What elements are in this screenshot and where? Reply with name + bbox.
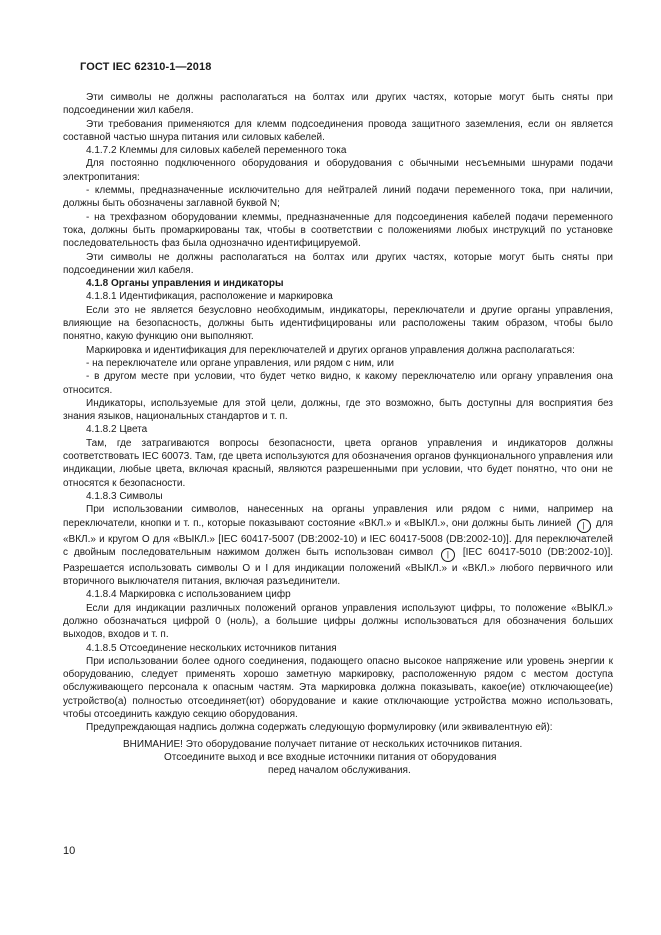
list-item: - в другом месте при условии, что будет четко видно, к какому переключателю или органу управления она относится.: [63, 371, 613, 396]
paragraph: Если для индикации различных положений органов управления используют цифры, то положение «ВЫКЛ.» должно обозначаться цифрой 0 (ноль), а большие цифры должны использоваться для обозначения больших выходов, входов и т. п.: [63, 602, 613, 641]
subsection-heading: 4.1.8.3 Символы: [86, 490, 163, 502]
warning-line: Отсоедините выход и все входные источники питания от оборудования: [164, 751, 497, 763]
power-toggle-symbol-icon: |: [441, 548, 455, 562]
power-on-symbol-icon: |: [577, 519, 591, 533]
subsection-heading: 4.1.8.5 Отсоединение нескольких источников питания: [86, 642, 337, 654]
paragraph-text: [IEC 60417-5010 (DB:2002-10)]. Разрешается использовать символы О и I для индикации положений «ВЫКЛ.» и «ВКЛ.» любого первичного или вторичного выключателя питания, включая разъединители.: [63, 546, 614, 588]
subsection-heading: 4.1.7.2 Клеммы для силовых кабелей переменного тока: [86, 145, 347, 157]
paragraph: Для постоянно подключенного оборудования и оборудования с обычными несъемными шнурами подачи электропитания:: [63, 158, 613, 183]
warning-notice: [63, 738, 613, 778]
list-item: - клеммы, предназначенные исключительно для нейтралей линий подачи переменного тока, при наличии, должны быть обозначены заглавной буквой N;: [63, 185, 613, 210]
paragraph-text: При использовании символов, нанесенных на органы управления или рядом с ними, например на переключатели, кнопки и т. п., которые показывают состояние «ВКЛ.» и «ВЫКЛ.», они должны быть линией: [63, 504, 613, 529]
list-item: - на переключателе или органе управления, или рядом с ним, или: [86, 357, 394, 369]
paragraph-text: для «ВКЛ.» и кругом О для «ВЫКЛ.» [IEC 60417-5007 (DB:2002-10) и IEC 60417-5008 (DB:2002-10)]. Для переключателей с двойным последовательным нажимом должен быть использован символ: [63, 517, 613, 558]
paragraph: Если это не является безусловно необходимым, индикаторы, переключатели и другие органы управления, влияющие на безопасность, должны быть идентифицированы или расположены таким образом, чтобы было понятно, какую функцию они выполняют.: [63, 304, 613, 343]
document-header: ГОСТ IEC 62310-1—2018: [80, 61, 212, 73]
warning-line: ВНИМАНИЕ! Это оборудование получает питание от нескольких источников питания.: [123, 738, 523, 750]
symbols-paragraph: [63, 503, 613, 588]
page-number: 10: [63, 845, 76, 857]
subsection-heading: 4.1.8.2 Цвета: [86, 424, 148, 436]
paragraph: Индикаторы, используемые для этой цели, должны, где это возможно, быть доступны для восприятия без знания языков, национальных стандартов и т. п.: [63, 397, 613, 423]
paragraph: При использовании более одного соединения, подающего опасно высокое напряжение или уровень энергии к оборудованию, следует применять хорошо заметную маркировку, расположенную рядом с местом доступа обслуживающего персонала к опасным частям. Эта маркировка должна показывать, какое(ие) отключающее(ие) устройство(а) полностью отсоединяет(ют) оборудование и какие отключающие устройства можно использовать, чтобы отсоединить каждую секцию оборудования.: [63, 655, 613, 721]
warning-line: перед началом обслуживания.: [268, 765, 411, 777]
paragraph: Маркировка и идентификация для переключателей и других органов управления должна располагаться:: [86, 344, 575, 356]
document-body: [63, 91, 613, 778]
paragraph: Эти символы не должны располагаться на болтах или других частях, которые могут быть сняты при подсоединении жил кабеля.: [63, 92, 613, 117]
subsection-heading: 4.1.8.1 Идентификация, расположение и маркировка: [86, 291, 333, 303]
paragraph: Эти требования применяются для клемм подсоединения провода защитного заземления, если он является составной частью шнура питания или силовых кабелей.: [63, 118, 613, 143]
paragraph: Предупреждающая надпись должна содержать следующую формулировку (или эквивалентную ей):: [86, 722, 553, 734]
section-heading: 4.1.8 Органы управления и индикаторы: [86, 278, 284, 290]
paragraph: Эти символы не должны располагаться на болтах или других частях, которые могут быть сняты при подсоединении жил кабеля.: [63, 251, 613, 276]
subsection-heading: 4.1.8.4 Маркировка с использованием цифр: [86, 589, 291, 601]
paragraph: Там, где затрагиваются вопросы безопасности, цвета органов управления и индикаторов должны соответствовать IEC 60073. Там, где цвета используются для обозначения органов функционального управления или индикации, любые цвета, включая красный, являются разрешенными при условии, что будет понятно, что они не относятся к безопасности.: [63, 437, 613, 489]
list-item: - на трехфазном оборудовании клеммы, предназначенные для подсоединения кабелей подачи переменного тока, должны быть промаркированы так, чтобы в соответствии с положениями любых инструкций по установке последовательность фаз была однозначно идентифицируемой.: [63, 211, 613, 250]
